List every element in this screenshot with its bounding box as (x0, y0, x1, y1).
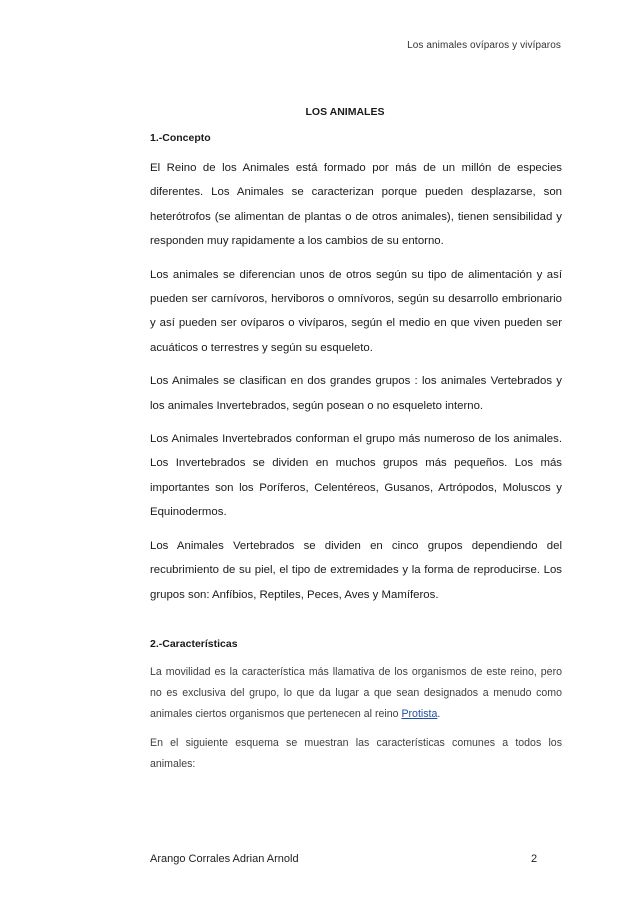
page-title: LOS ANIMALES (305, 106, 385, 118)
paragraph: Los Animales Vertebrados se dividen en cinco grupos dependiendo del recubrimiento de su piel, el tipo de extremidades y la forma de reproducirse. Los grupos son: Anfíbios, Reptiles, Peces, Aves y Mamíferos. (150, 539, 562, 601)
paragraph (150, 662, 562, 725)
page-number: 2 (531, 853, 538, 865)
footer-author: Arango Corrales Adrian Arnold (150, 853, 299, 865)
running-header: Los animales ovíparos y vivíparos (407, 40, 561, 51)
paragraph: Los Animales Invertebrados conforman el grupo más numeroso de los animales. Los Invertebrados se dividen en muchos grupos más pequeños. Los más importantes son los Poríferos, Celentéreos, Gusanos, Artrópodos, Moluscos y Equinodermos. (150, 433, 562, 519)
document-body (150, 130, 562, 783)
paragraph-text: La movilidad es la característica más llamativa de los organismos de este reino, pero no es exclusiva del grupo, lo que da lugar a que sean designados a menudo como animales ciertos organismos que pertenecen al reino (150, 665, 562, 720)
protista-link[interactable]: Protista (401, 707, 438, 720)
spacer (150, 616, 562, 636)
paragraph: Los Animales se clasifican en dos grandes grupos : los animales Vertebrados y los animales Invertebrados, según posean o no esqueleto interno. (150, 375, 562, 412)
paragraph: En el siguiente esquema se muestran las características comunes a todos los animales: (150, 736, 562, 770)
section-heading-concepto: 1.-Concepto (150, 132, 211, 144)
paragraph: El Reino de los Animales está formado por más de un millón de especies diferentes. Los Animales se caracterizan porque pueden desplazarse, son heterótrofos (se alimentan de plantas o de otros animales), tienen sensibilidad y responden muy rapidamente a los cambios de su entorno. (150, 162, 562, 248)
paragraph: Los animales se diferencian unos de otros según su tipo de alimentación y así pueden ser carnívoros, herviboros o omnívoros, según su desarrollo embrionario y así pueden ser ovíparos o vivíparos, según el medio en que viven pueden ser acuáticos o terrestres y según su esqueleto. (150, 268, 562, 354)
section-heading-caracteristicas: 2.-Características (150, 637, 238, 650)
paragraph-text: . (437, 707, 441, 720)
